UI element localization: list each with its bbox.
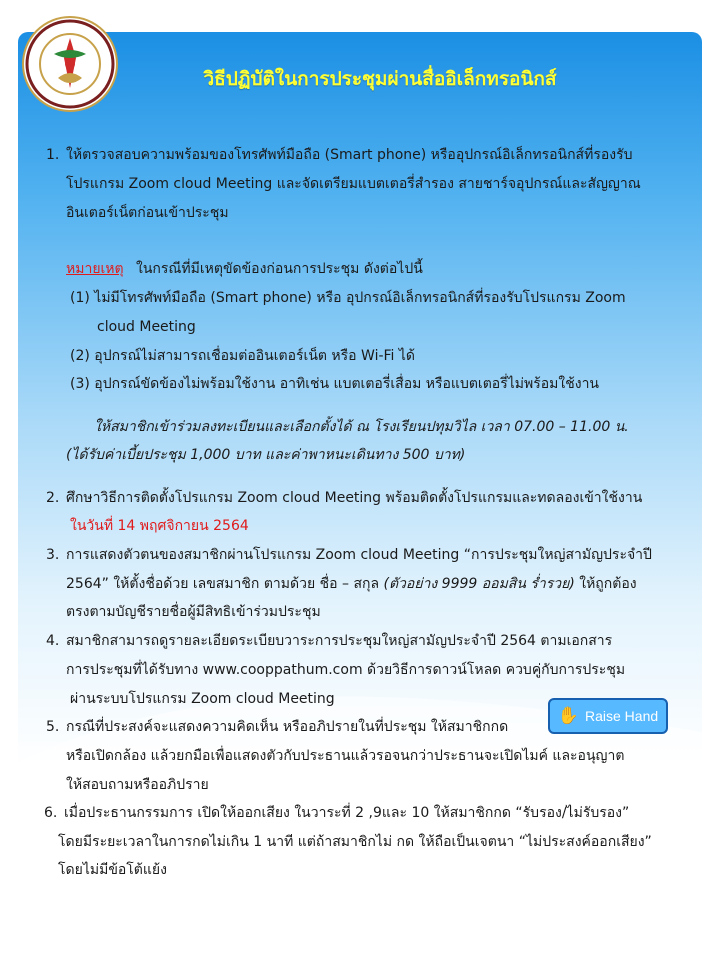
item-4-number: 4.	[46, 633, 60, 649]
item-1-line-2: โปรแกรม Zoom cloud Meeting และจัดเตรียมแบตเตอรี่สำรอง สายชาร์จอุปกรณ์และสัญญาณ	[66, 176, 641, 192]
item-3-line-2	[66, 570, 637, 599]
hand-icon: ✋	[557, 706, 579, 725]
item-2-line-1: ศึกษาวิธีการติดตั้งโปรแกรม Zoom cloud Meeting พร้อมติดตั้งโปรแกรมและทดลองเข้าใช้งาน	[66, 490, 643, 506]
note-label: หมายเหตุ	[66, 261, 124, 277]
note-sub-1a: (1) ไม่มีโทรศัพท์มือถือ (Smart phone) หรือ อุปกรณ์อิเล็กทรอนิกส์ที่รองรับโปรแกรม Zoom	[70, 290, 626, 306]
item-3-line-1: การแสดงตัวตนของสมาชิกผ่านโปรแกรม Zoom cloud Meeting “การประชุมใหญ่สามัญประจำปี	[66, 547, 652, 563]
item-4-line-3: ผ่านระบบโปรแกรม Zoom cloud Meeting	[70, 691, 335, 707]
item-3-line-2c: ให้ถูกต้อง	[574, 576, 637, 592]
item-4-line-1: สมาชิกสามารถดูรายละเอียดระเบียบวาระการประชุมใหญ่สามัญประจำปี 2564 ตามเอกสาร	[66, 633, 613, 649]
item-3-number: 3.	[46, 547, 60, 563]
item-4-line-2: การประชุมที่ได้รับทาง www.cooppathum.com ด้วยวิธีการดาวน์โหลด ควบคู่กับการประชุม	[66, 662, 626, 678]
item-3-line-3: ตรงตามบัญชีรายชื่อผู้มีสิทธิเข้าร่วมประชุม	[66, 604, 321, 620]
raise-hand-button[interactable]	[548, 698, 668, 734]
page-title: วิธีปฏิบัติในการประชุมผ่านสื่ออิเล็กทรอนิกส์	[203, 68, 557, 90]
note-registration-2: (ได้รับค่าเบี้ยประชุม 1,000 บาท และค่าพาหนะเดินทาง 500 บาท)	[66, 447, 466, 463]
item-1-line-1: ให้ตรวจสอบความพร้อมของโทรศัพท์มือถือ (Smart phone) หรืออุปกรณ์อิเล็กทรอนิกส์ที่รองรับ	[66, 147, 633, 163]
item-2-number: 2.	[46, 490, 60, 506]
item-1-number: 1.	[46, 147, 60, 163]
item-5-number: 5.	[46, 719, 60, 735]
item-3-example: (ตัวอย่าง 9999 ออมสิน ร่ำรวย)	[383, 576, 575, 592]
item-6-line-2: โดยมีระยะเวลาในการกดไม่เกิน 1 นาที แต่ถ้าสมาชิกไม่ กด ให้ถือเป็นเจตนา “ไม่ประสงค์ออกเสียง”	[58, 834, 652, 850]
item-5-line-3: ให้สอบถามหรืออภิปราย	[66, 777, 209, 793]
note-text: ในกรณีที่มีเหตุขัดข้องก่อนการประชุม ดังต่อไปนี้	[136, 261, 423, 277]
raise-hand-label: Raise Hand	[585, 708, 659, 724]
cooperative-seal-logo	[22, 16, 118, 112]
item-6-line-3: โดยไม่มีข้อโต้แย้ง	[58, 862, 167, 878]
item-1-line-3: อินเตอร์เน็ตก่อนเข้าประชุม	[66, 205, 229, 221]
item-5-line-1: กรณีที่ประสงค์จะแสดงความคิดเห็น หรืออภิปรายในที่ประชุม ให้สมาชิกกด	[66, 719, 509, 735]
item-5-line-2: หรือเปิดกล้อง แล้วยกมือเพื่อแสดงตัวกับประธานแล้วรอจนกว่าประธานจะเปิดไมค์ และอนุญาต	[66, 748, 625, 764]
item-2-date: ในวันที่ 14 พฤศจิกายน 2564	[70, 518, 249, 534]
item-6-number: 6.	[44, 805, 58, 821]
note-sub-3: (3) อุปกรณ์ขัดข้องไม่พร้อมใช้งาน อาทิเช่น แบตเตอรี่เสื่อม หรือแบตเตอรี่ไม่พร้อมใช้งาน	[70, 376, 599, 392]
note-sub-1b: cloud Meeting	[97, 319, 196, 335]
note-sub-2: (2) อุปกรณ์ไม่สามารถเชื่อมต่ออินเตอร์เน็ต หรือ Wi-Fi ได้	[70, 348, 416, 364]
item-3-line-2a: 2564” ให้ตั้งชื่อด้วย เลขสมาชิก ตามด้วย ชื่อ – สกุล	[66, 576, 384, 592]
note-registration-1: ให้สมาชิกเข้าร่วมลงทะเบียนและเลือกตั้งได้ ณ โรงเรียนปทุมวิไล เวลา 07.00 – 11.00 น.	[94, 419, 629, 435]
item-6-line-1: เมื่อประธานกรรมการ เปิดให้ออกเสียง ในวาระที่ 2 ,9และ 10 ให้สมาชิกกด “รับรอง/ไม่รับรอง”	[64, 805, 630, 821]
